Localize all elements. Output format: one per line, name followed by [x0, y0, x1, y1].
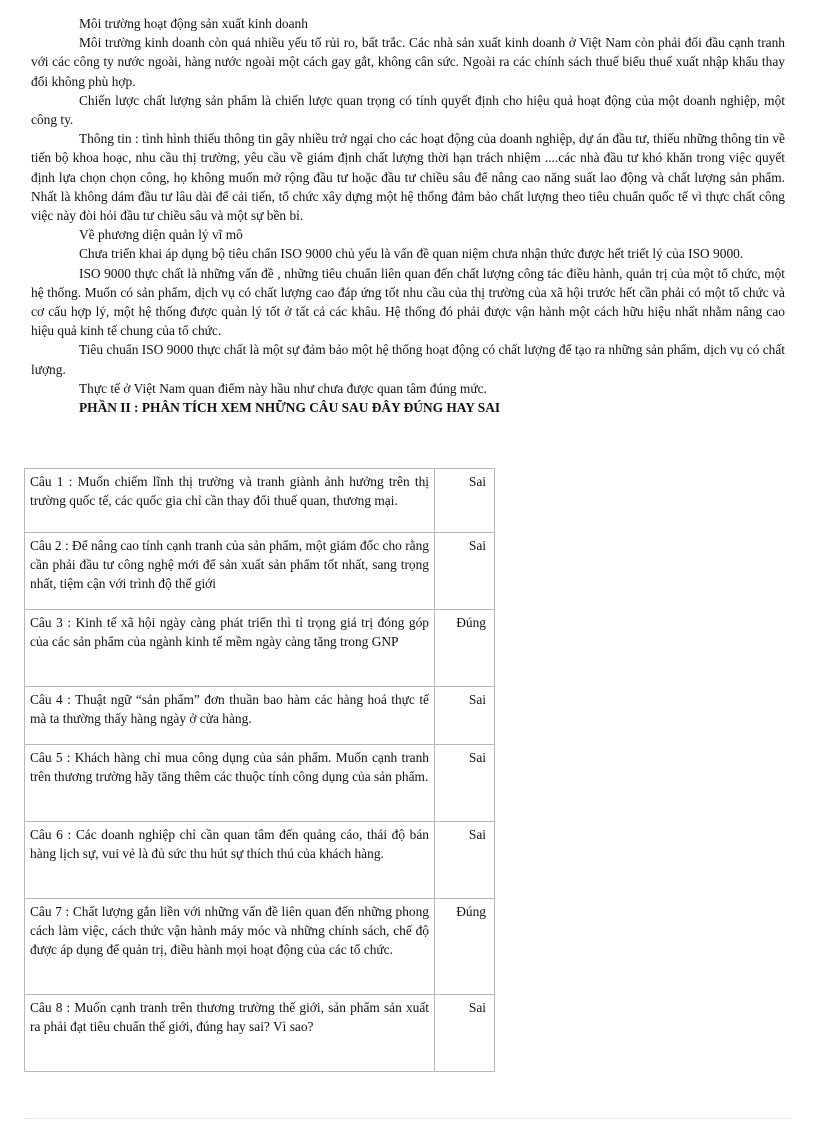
table-row	[25, 899, 495, 995]
table-row	[25, 745, 495, 822]
table-row	[25, 610, 495, 687]
question-text: Câu 7 : Chất lượng gắn liền với những vấn đề liên quan đến những phong cách làm việc, cách thức vận hành máy móc và những chính sách, chế độ được áp dụng để quản trị, điều hành mọi hoạt động của các tổ chức.	[25, 899, 435, 995]
answer-cell: Đúng	[435, 610, 495, 687]
paragraph-quality-strategy: Chiến lược chất lượng sản phẩm là chiến lược quan trọng có tính quyết định cho hiệu quả hoạt động của một doanh nghiệp, một công ty.	[31, 92, 785, 128]
answer-cell: Sai	[435, 533, 495, 610]
section-title-macro-management: Về phương diện quản lý vĩ mô	[79, 227, 243, 243]
answer-cell: Đúng	[435, 899, 495, 995]
paragraph-iso-not-applied: Chưa triển khai áp dụng bộ tiêu chẩn ISO 9000 chủ yếu là vấn đề quan niệm chưa nhận thức được hết triết lý của ISO 9000.	[79, 246, 744, 262]
question-text: Câu 5 : Khách hàng chỉ mua công dụng của sản phẩm. Muốn cạnh tranh trên thương trường hãy tăng thêm các thuộc tính công dụng của sản phẩm.	[25, 745, 435, 822]
question-text: Câu 3 : Kinh tế xã hội ngày càng phát triển thì tỉ trọng giá trị đóng góp của các sản phẩm của ngành kinh tế mềm ngày càng tăng trong GNP	[25, 610, 435, 687]
answer-cell: Sai	[435, 822, 495, 899]
paragraph-information: Thông tin : tình hình thiếu thông tin gây nhiều trở ngại cho các hoạt động của doanh nghiệp, dự án đầu tư, thiếu những thông tin về tiến bộ khoa hoạc, nhu cầu thị trường, yêu cầu về giám định chất lượng thời hạn trách nhiệm ....các nhà đầu tư khó khăn trong việc quyết định lựa chọn chọn công, họ không muốn mở rộng đầu tư hoặc đầu tư chiều sâu để nâng cao năng suất lao động và chất lượng sản phẩm. Nhất là không dám đầu tư lâu dài để cải tiến, tổ chức xây dựng một hệ thống đảm bảo chất lượng theo tiêu chuẩn quốc tế vì thực chất công việc này đòi hỏi đầu tư chiều sâu và một sự bền bỉ.	[31, 131, 785, 224]
paragraph-iso-essence: ISO 9000 thực chất là những vấn đề , những tiêu chuẩn liên quan đến chất lượng công tác điều hành, quản trị của một tổ chức, một hệ thống. Muốn có sản phẩm, dịch vụ có chất lượng cao đáp ứng tốt nhu cầu của thị trường của xã hội trước hết cần phải có một tổ chức và cơ cấu hợp lý, một hệ thống được quản lý tốt ở tất cả các khâu. Hệ thống đó phải được vận hành một cách hữu hiệu nhất nhằm nâng cao hiệu quả kinh tế chung của tổ chức.	[31, 265, 785, 339]
question-text: Câu 1 : Muốn chiếm lĩnh thị trường và tranh giành ảnh hưởng trên thị trường quốc tế, các quốc gia chỉ cần thay đổi thuế quan, thương mại.	[25, 469, 435, 533]
document-body	[31, 14, 785, 417]
answer-cell: Sai	[435, 995, 495, 1072]
questions-table	[24, 468, 495, 1072]
answer-cell: Sai	[435, 469, 495, 533]
question-text: Câu 8 : Muốn cạnh tranh trên thương trường thế giới, sản phẩm sản xuất ra phải đạt tiêu chuẩn thế giới, đúng hay sai? Vì sao?	[25, 995, 435, 1072]
paragraph-business-risks: Môi trường kinh doanh còn quá nhiều yếu tố rủi ro, bất trắc. Các nhà sản xuất kinh doanh ở Việt Nam còn phải đối đầu cạnh tranh với các công ty nước ngoài, hàng nước ngoài một cách gay gắt, không cân sức. Ngoài ra các chính sách thuế biểu thuế xuất nhập khẩu thay đổi không phù hợp.	[31, 35, 785, 89]
question-text: Câu 2 : Để nâng cao tính cạnh tranh của sản phẩm, một giám đốc cho rằng cần phải đầu tư công nghệ mới để sản xuất sản phẩm tốt nhất, sang trọng nhất, tiệm cận với trình độ thế giới	[25, 533, 435, 610]
paragraph-vietnam-reality: Thực tế ở Việt Nam quan điểm này hầu như chưa được quan tâm đúng mức.	[79, 380, 487, 396]
table-row	[25, 995, 495, 1072]
answer-cell: Sai	[435, 745, 495, 822]
table-row	[25, 822, 495, 899]
table-row	[25, 687, 495, 745]
paragraph-iso-standard: Tiêu chuẩn ISO 9000 thực chất là một sự đảm bảo một hệ thống hoạt động có chất lượng để tạo ra những sản phẩm, dịch vụ có chất lượng.	[31, 342, 785, 377]
question-text: Câu 6 : Các doanh nghiệp chỉ cần quan tâm đến quảng cáo, thái độ bán hàng lịch sự, vui vẻ là đủ sức thu hút sự thích thú của khách hàng.	[25, 822, 435, 899]
section-title-business-environment: Môi trường hoạt động sản xuất kinh doanh	[79, 16, 308, 31]
part-two-heading: PHẦN II : PHÂN TÍCH XEM NHỮNG CÂU SAU ĐÂY ĐÚNG HAY SAI	[79, 400, 501, 416]
page-bottom-divider	[24, 1118, 792, 1119]
answer-cell: Sai	[435, 687, 495, 745]
table-row	[25, 469, 495, 533]
question-text: Câu 4 : Thuật ngữ “sản phẩm” đơn thuần bao hàm các hàng hoá thực tế mà ta thường thấy hàng ngày ở cửa hàng.	[25, 687, 435, 745]
table-row	[25, 533, 495, 610]
